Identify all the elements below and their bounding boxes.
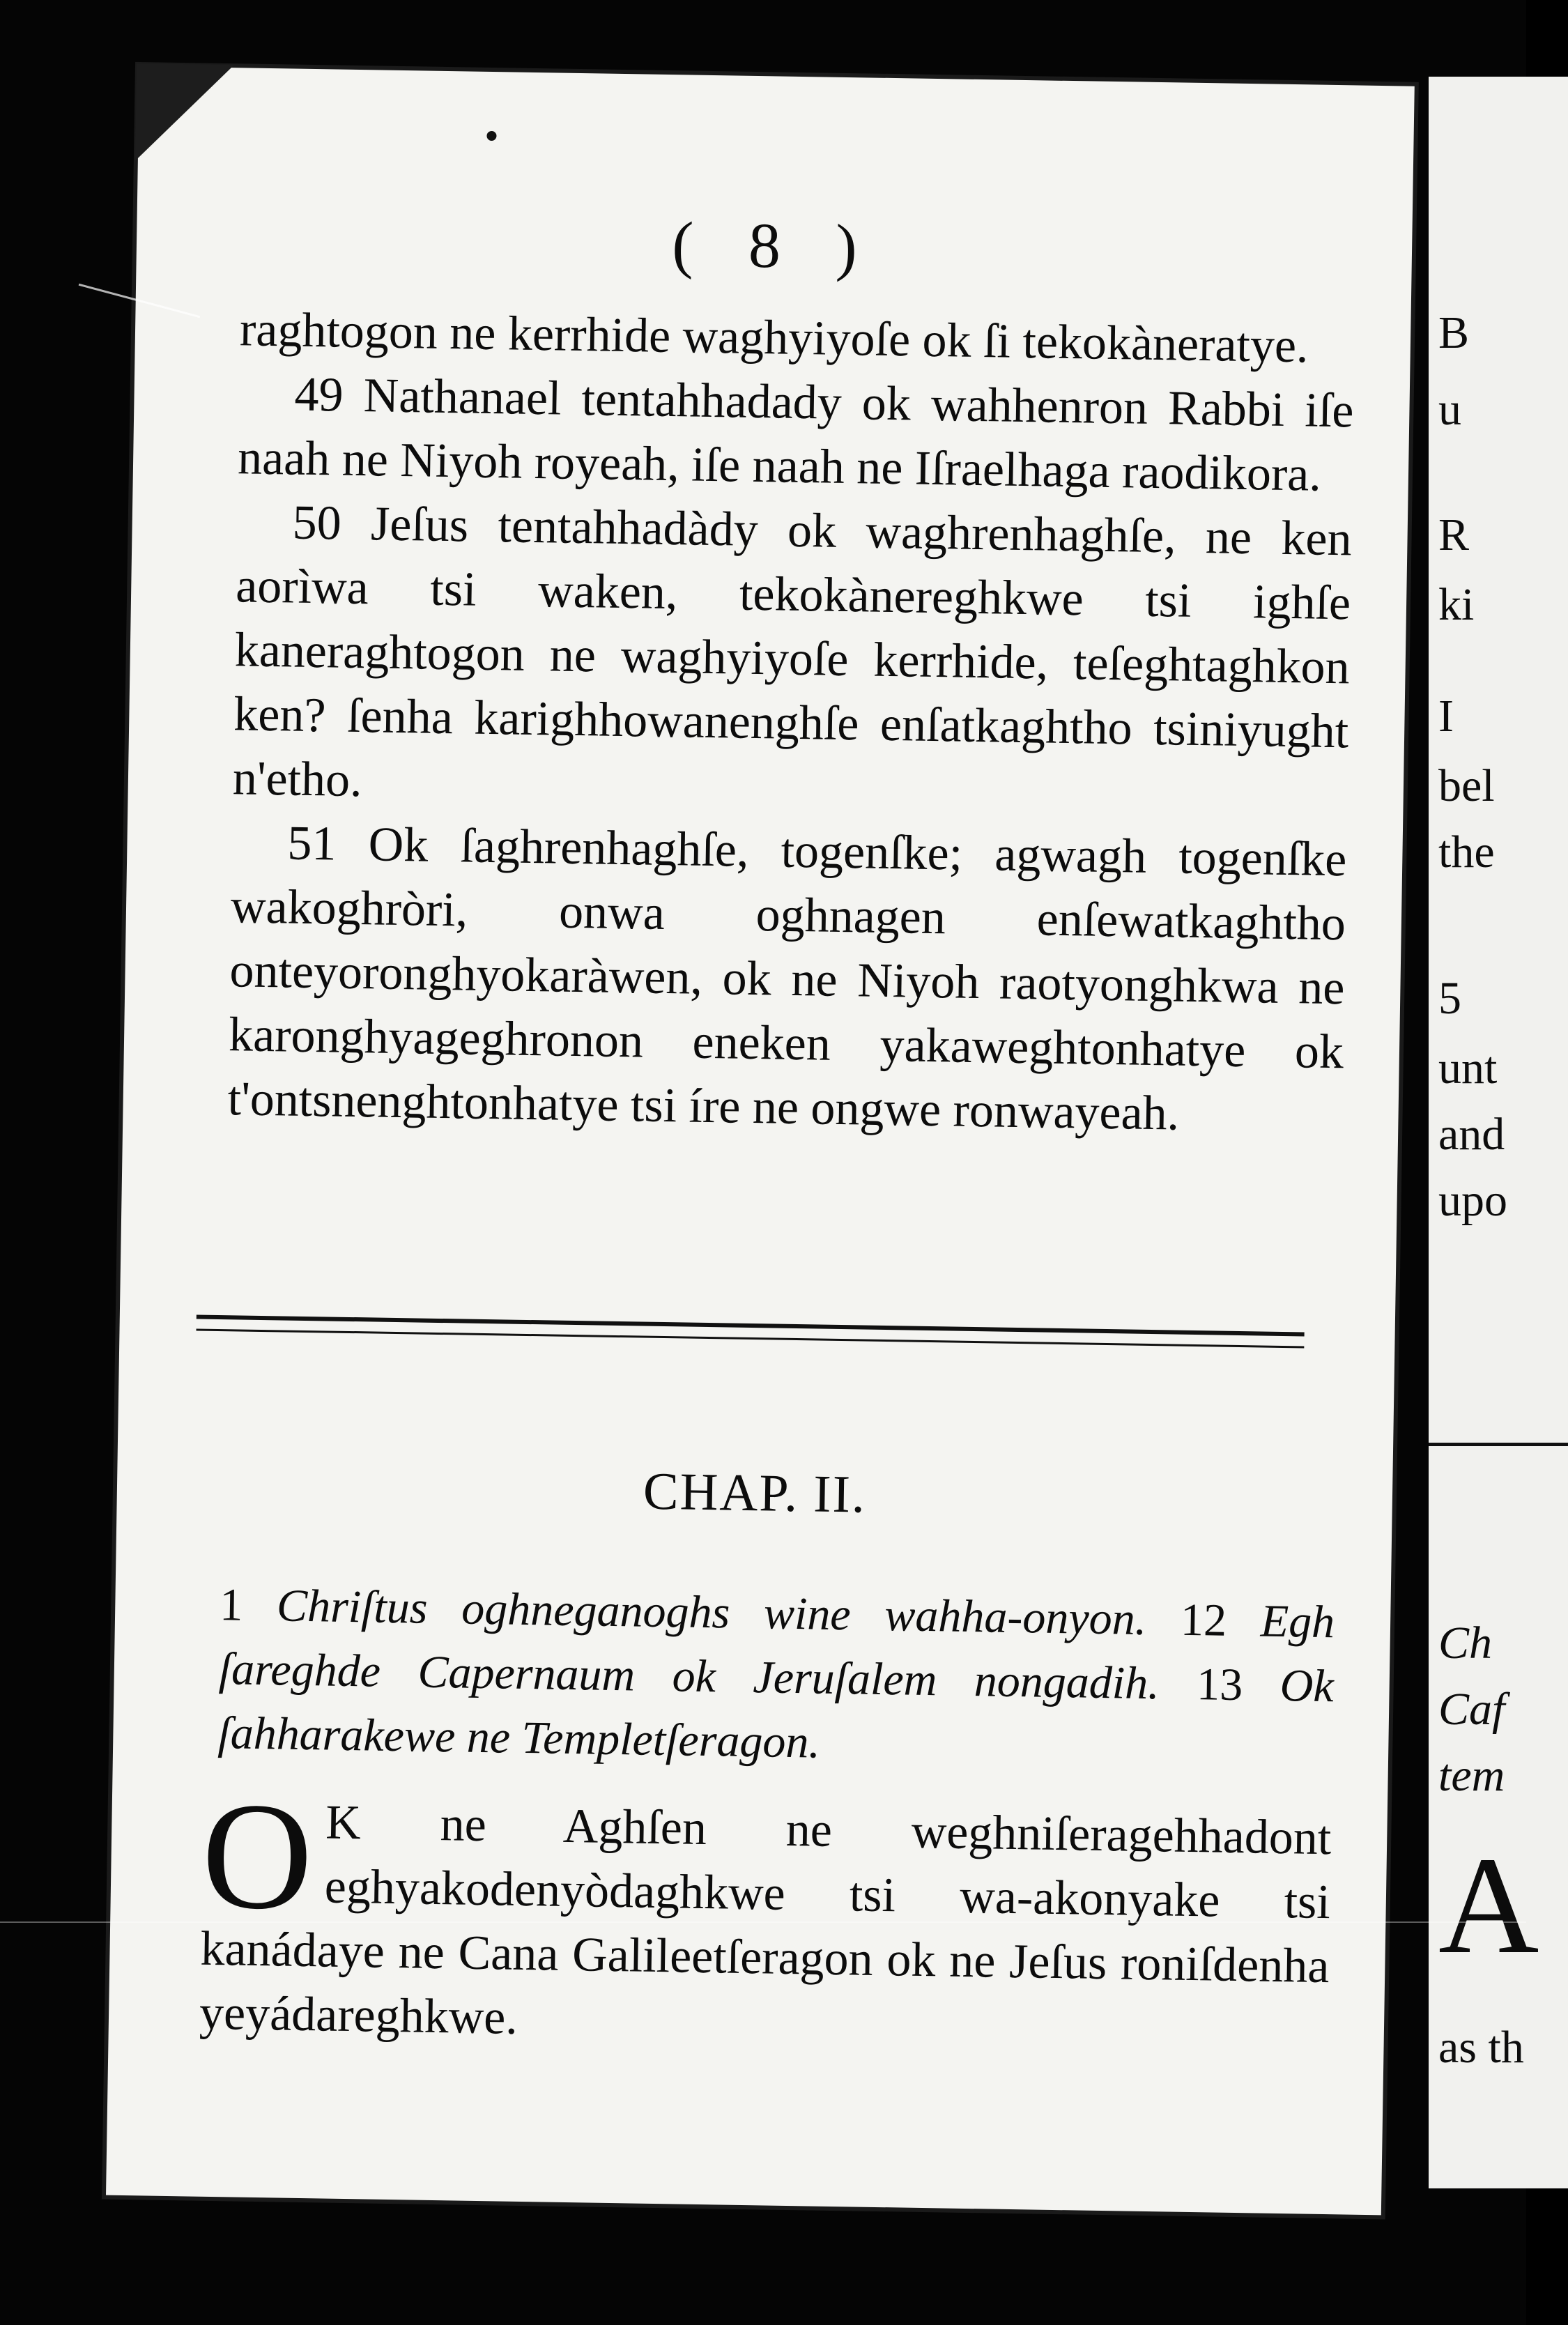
scanner-streak — [0, 1921, 1526, 1923]
chapter-opening-text — [199, 1770, 1332, 2063]
chapter-summary — [217, 1573, 1335, 1783]
facing-divider-rule — [1429, 1443, 1568, 1446]
left-page — [106, 66, 1415, 2215]
facing-fragment: unt — [1438, 1043, 1498, 1094]
verse-50: 50 Jeſus tentahhadàdy ok waghrenhaghſe, ne ken aorìwa tsi waken, tekokànereghkwe tsi ighſe kaneraghtogon ne waghyiyoſe kerrhide, teſeghtaghkon ken? ſenha karighhowanenghſe enſatkaghtho tsiniyught n'etho. — [232, 496, 1353, 808]
opening-paragraph: K ne Aghſen ne weghniſeragehhadont eghyakodenyòdaghkwe tsi wa-akonyake tsi kanádaye ne Cana Galileetſeragon ok ne Jeſus roniſdenha yeyádareghkwe. — [199, 1795, 1332, 2045]
facing-fragment: ki — [1438, 579, 1475, 630]
facing-fragment: R — [1438, 509, 1470, 560]
facing-fragment: as th — [1438, 2022, 1524, 2073]
facing-fragment: and — [1438, 1109, 1505, 1160]
verse-48-continuation: raghtogon ne kerrhide waghyiyoſe ok ſi tekokàneratye. — [239, 302, 1309, 374]
summary-number: 1 — [219, 1579, 243, 1631]
facing-fragment: upo — [1438, 1175, 1507, 1226]
folded-page-corner — [135, 63, 234, 162]
facing-drop-cap: A — [1438, 1829, 1539, 1983]
chapter-heading: CHAP. II. — [643, 1461, 867, 1524]
facing-fragment: B — [1438, 307, 1470, 358]
facing-fragment: Ch — [1438, 1618, 1493, 1668]
summary-item: Ok ſahharakewe ne Templetſeragon. — [217, 1660, 1335, 1768]
page-number: ( 8 ) — [671, 208, 877, 283]
facing-fragment: tem — [1438, 1750, 1505, 1801]
summary-number: 12 — [1180, 1594, 1227, 1646]
verse-49: 49 Nathanael tentahhadady ok wahhenron Rabbi iſe naah ne Niyoh royeah, iſe naah ne Iſraelhaga raodikora. — [237, 367, 1355, 502]
summary-item: Chriſtus oghneganoghs wine wahha-onyon. — [276, 1580, 1147, 1645]
facing-fragment: 5 — [1438, 973, 1461, 1024]
facing-fragment: the — [1438, 827, 1495, 877]
summary-item: Egh ſareghde Capernaum ok Jeruſalem nongadih. — [218, 1595, 1335, 1710]
verse-block — [227, 298, 1355, 1149]
facing-fragment: I — [1438, 691, 1454, 742]
verse-51: 51 Ok ſaghrenhaghſe, togenſke; agwagh togenſke wakoghròri, onwa oghnagen enſewatkaghtho onteyoronghyokaràwen, ok ne Niyoh raotyonghkwa ne karonghyageghronon eneken yakaweghtonhatye ok t'ontsnenghtonhatye tsi íre ne ongwe ronwayeah. — [227, 816, 1347, 1141]
drop-cap: O — [200, 1770, 314, 1942]
ink-dot — [486, 131, 496, 141]
facing-fragment: bel — [1438, 760, 1495, 811]
facing-fragment: Caf — [1438, 1684, 1505, 1735]
summary-number: 13 — [1196, 1659, 1243, 1711]
facing-fragment: u — [1438, 384, 1461, 435]
facing-page-edge — [1429, 77, 1568, 2188]
